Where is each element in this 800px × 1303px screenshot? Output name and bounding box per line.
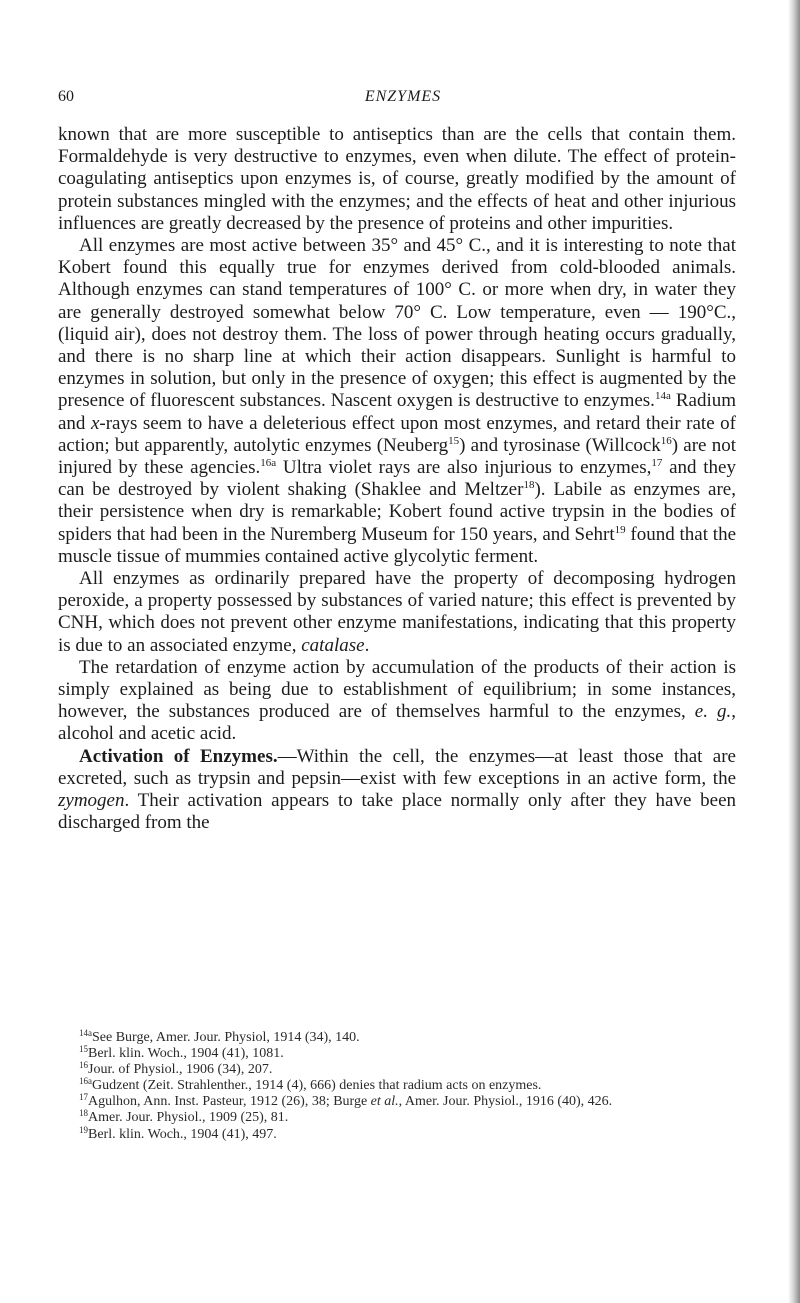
body-text bbox=[58, 124, 736, 835]
italic-term: catalase bbox=[301, 634, 365, 656]
footnote bbox=[58, 1078, 736, 1094]
footnote-text: Berl. klin. Woch., 1904 (41), 497. bbox=[88, 1126, 277, 1142]
page-edge-shadow bbox=[788, 0, 800, 1303]
running-title: ENZYMES bbox=[364, 88, 442, 105]
footnote-ref: 15 bbox=[448, 434, 460, 447]
paragraph-text: The retardation of enzyme action by accumulation of the products of their action is simply explained as being due to establishment of equilibrium; in some instances, however, the substances produced are of themselves harmful to the enzymes, bbox=[58, 656, 736, 723]
footnote bbox=[58, 1124, 736, 1143]
paragraph-text: . bbox=[364, 634, 370, 656]
footnote-marker: 15 bbox=[79, 1044, 88, 1055]
footnote-ref: 14a bbox=[654, 390, 671, 403]
paragraph-text: All enzymes as ordinarily prepared have the property of decomposing hydrogen peroxide, a property possessed by substances of varied nature; this effect is prevented by CNH, which does not prevent other enzyme manifestations, indicating that this property is due to an associated enzyme, bbox=[58, 568, 736, 656]
paragraph-text: All enzymes are most active between 35° and 45° C., and it is interesting to note that Kobert found this equally true for enzymes derived from cold-blooded animals. Although enzymes can stand temperatures of 100° C. or more when dry, in water they are generally destroyed somewhat below 70° C. Low temperature, even — 190°C., (liquid air), does not destroy them. The loss of power through heating occurs gradually, and there is no sharp line at which their action disappears. Sunlight is harmful to enzymes in solution, but only in the presence of oxygen; this effect is augmented by the presence of fluorescent substances. Nascent oxygen is destructive to enzymes. bbox=[58, 235, 736, 412]
paragraph bbox=[58, 124, 736, 235]
page-number: 60 bbox=[58, 88, 74, 105]
footnote-ref: 16 bbox=[660, 434, 672, 447]
footnote-text: , Amer. Jour. Physiol., 1916 (40), 426. bbox=[398, 1094, 613, 1110]
footnote-text: See Burge, Amer. Jour. Physiol, 1914 (34), 140. bbox=[92, 1030, 360, 1045]
footnote-text: Agulhon, Ann. Inst. Pasteur, 1912 (26), 38; Burge bbox=[88, 1094, 371, 1110]
footnote-marker: 18 bbox=[79, 1108, 88, 1119]
footnote-marker: 16 bbox=[79, 1060, 88, 1071]
paragraph-text: ). Labile as enzymes are, their persistence when dry is remarkable; Kobert found active trypsin in the bodies of spiders that had been in the Nuremberg Museum for 150 years, and Sehrt bbox=[58, 479, 736, 545]
paragraph-text: found that the muscle tissue of mummies contained active glycolytic ferment. bbox=[58, 523, 736, 567]
paragraph-text: known that are more susceptible to antiseptics than are the cells that contain them. Formaldehyde is very destructive to enzymes, even when dilute. The effect of protein-coagulating antiseptics upon enzymes is, of course, greatly modified by the amount of protein substances mingled with the enzymes; and the effects of heat and other injurious influences are greatly decreased by the presence of proteins and other impurities. bbox=[58, 124, 736, 234]
paragraph bbox=[58, 746, 736, 835]
paragraph-text: , alcohol and acetic acid. bbox=[58, 701, 737, 745]
footnote-text: Gudzent (Zeit. Strahlenther., 1914 (4), 666) denies that radium acts on enzymes. bbox=[92, 1078, 542, 1094]
paragraph-text: and they can be destroyed by violent shaking (Shaklee and Meltzer bbox=[58, 457, 736, 501]
footnote-ref: 16a bbox=[260, 457, 277, 470]
footnote-marker: 14a bbox=[79, 1028, 92, 1038]
paragraph-text: ) and tyrosinase (Willcock bbox=[459, 434, 661, 456]
footnote-italic: et al. bbox=[370, 1094, 399, 1110]
italic-term: e. g. bbox=[694, 701, 732, 723]
footnotes bbox=[58, 1030, 736, 1143]
footnote bbox=[58, 1062, 736, 1078]
footnote-ref: 18 bbox=[523, 479, 535, 492]
paragraph-text: -rays seem to have a deleterious effect upon most enzymes, and retard their rate of action; but apparently, autolytic enzymes (Neuberg bbox=[58, 412, 736, 456]
paragraph bbox=[58, 568, 736, 657]
paragraph-text: —Within the cell, the enzymes—at least those that are excreted, such as trypsin and pepsin—exist with few exceptions in an active form, the bbox=[58, 745, 736, 789]
footnote bbox=[58, 1110, 736, 1126]
paragraph bbox=[58, 657, 736, 746]
footnote bbox=[58, 1094, 736, 1110]
paragraph-text: . Their activation appears to take place normally only after they have been discharged from the bbox=[58, 790, 736, 834]
paragraph bbox=[58, 235, 736, 568]
italic-term: zymogen bbox=[58, 790, 125, 812]
footnote bbox=[58, 1046, 736, 1062]
paragraph-text: Ultra violet rays are also injurious to enzymes, bbox=[276, 457, 652, 479]
footnote bbox=[58, 1030, 736, 1046]
footnote-text: Jour. of Physiol., 1906 (34), 207. bbox=[88, 1062, 273, 1078]
footnote-text: Amer. Jour. Physiol., 1909 (25), 81. bbox=[88, 1110, 289, 1126]
page-header bbox=[58, 88, 748, 112]
footnote-ref: 19 bbox=[614, 523, 626, 536]
footnote-marker: 17 bbox=[79, 1092, 88, 1103]
section-heading: Activation of Enzymes. bbox=[79, 745, 278, 767]
paragraph-text: ) are not injured by these agencies. bbox=[58, 434, 736, 479]
footnote-ref: 17 bbox=[651, 457, 663, 470]
italic-x: x bbox=[90, 412, 100, 434]
footnote-text: Berl. klin. Woch., 1904 (41), 1081. bbox=[88, 1046, 284, 1062]
footnote-marker: 16a bbox=[79, 1076, 92, 1087]
footnote-marker: 19 bbox=[79, 1124, 88, 1135]
paragraph-text: Radium and bbox=[58, 390, 736, 434]
